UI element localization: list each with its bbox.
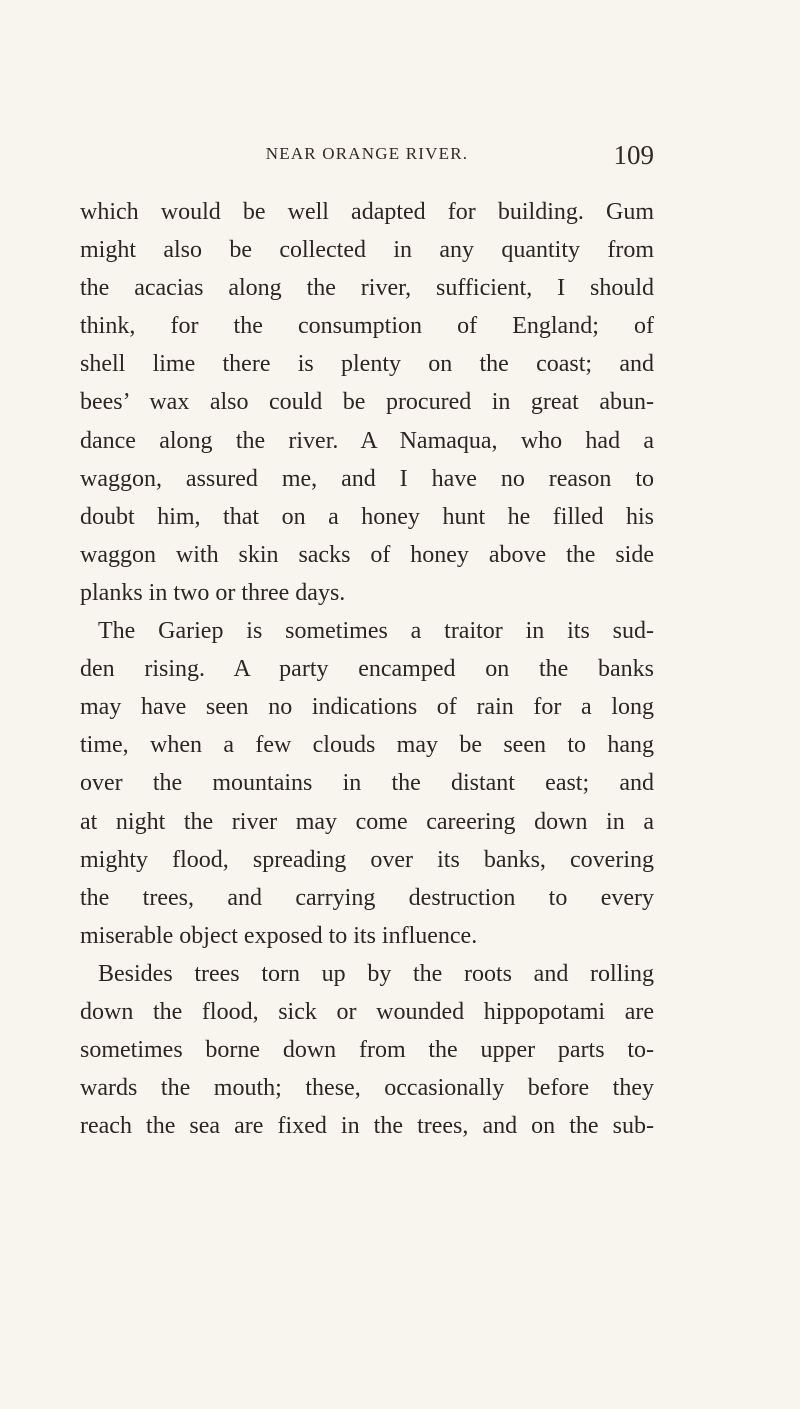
text-line: shell lime there is plenty on the coast; and — [80, 351, 654, 378]
page-number: 109 — [613, 140, 654, 170]
text-line: the trees, and carrying destruction to every — [80, 884, 654, 911]
text-line: den rising. A party encamped on the banks — [80, 656, 654, 683]
text-line: time, when a few clouds may be seen to hang — [80, 732, 654, 759]
text-line: think, for the consumption of England; of — [80, 313, 654, 340]
text-line: down the flood, sick or wounded hippopotami are — [80, 998, 654, 1025]
running-head — [80, 140, 654, 174]
text-line: dance along the river. A Namaqua, who had a — [80, 427, 654, 454]
text-line: planks in two or three days. — [80, 579, 346, 606]
text-line: mighty flood, spreading over its banks, covering — [80, 846, 654, 873]
text-line: reach the sea are fixed in the trees, and on the sub- — [80, 1113, 654, 1140]
text-line: may have seen no indications of rain for a long — [80, 694, 654, 721]
text-line: waggon with skin sacks of honey above the side — [80, 541, 654, 568]
text-line: doubt him, that on a honey hunt he filled his — [80, 503, 654, 530]
text-line: wards the mouth; these, occasionally before they — [80, 1075, 654, 1102]
text-line: which would be well adapted for building. Gum — [80, 199, 654, 225]
text-line: bees’ wax also could be procured in great abun- — [80, 389, 654, 416]
text-line: sometimes borne down from the upper parts to- — [80, 1037, 654, 1064]
text-line: waggon, assured me, and I have no reason to — [80, 465, 654, 492]
paragraph-first-line: Besides trees torn up by the roots and rolling — [98, 960, 654, 987]
body-text — [80, 193, 654, 1145]
text-line: the acacias along the river, sufficient, I should — [80, 275, 654, 302]
text-line: at night the river may come careering down in a — [80, 808, 654, 835]
text-line: over the mountains in the distant east; and — [80, 770, 654, 797]
paragraph-first-line: The Gariep is sometimes a traitor in its sud- — [98, 618, 654, 645]
running-title: NEAR ORANGE RIVER. — [265, 144, 469, 163]
text-line: miserable object exposed to its influence. — [80, 922, 478, 949]
text-line: might also be collected in any quantity from — [80, 237, 654, 264]
